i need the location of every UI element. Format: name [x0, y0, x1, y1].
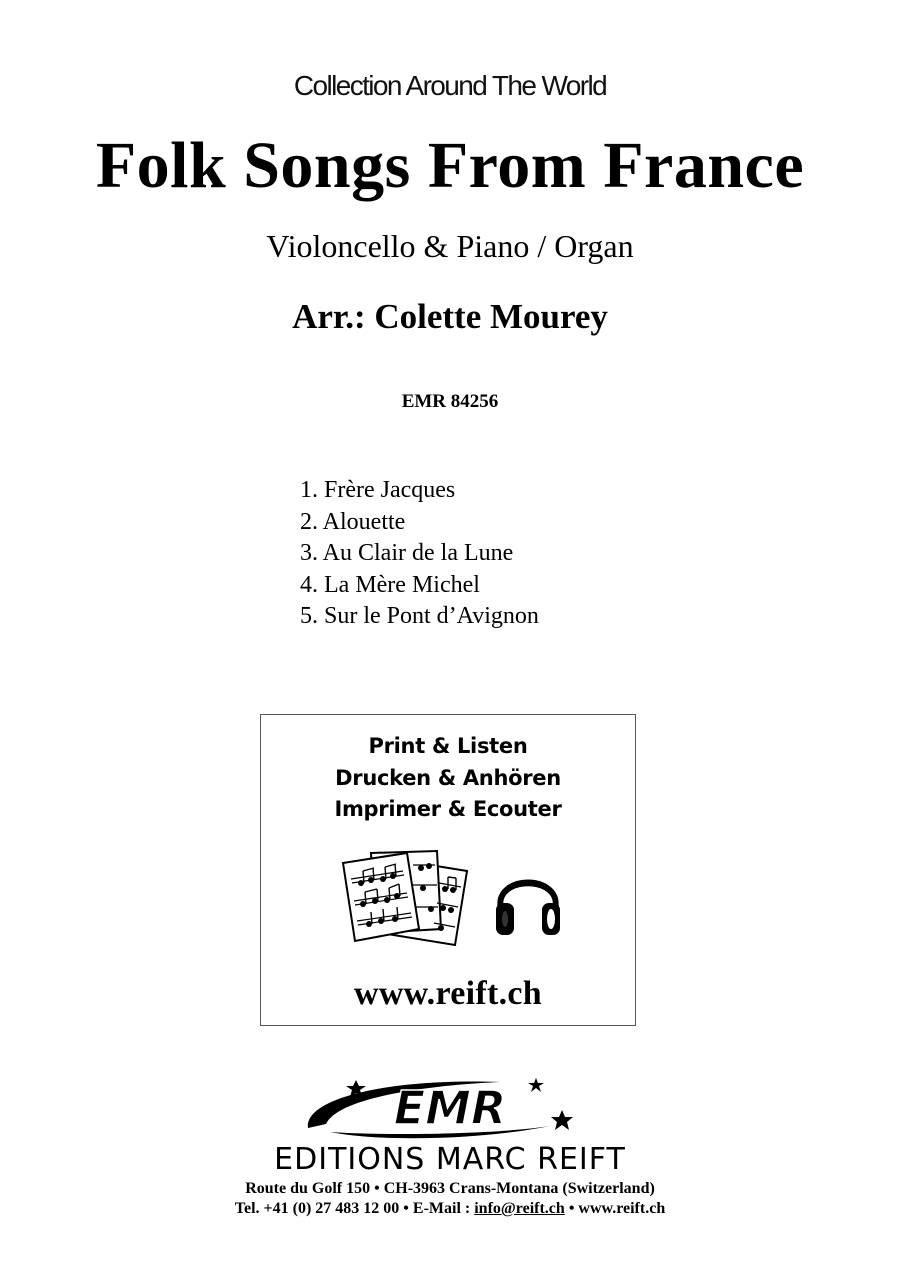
publisher-address: Route du Golf 150 • CH-3963 Crans-Montana (Switzerland): [245, 1180, 655, 1197]
contact-phone: Tel. +41 (0) 27 483 12 00 • E-Mail :: [234, 1200, 475, 1217]
promo-website[interactable]: www.reift.ch: [353, 975, 543, 1012]
promo-line-german: Drucken & Anhören: [335, 765, 561, 790]
emr-logo: [300, 1072, 600, 1144]
list-item: 2. Alouette: [300, 508, 406, 535]
song-list: [300, 475, 539, 633]
arranger: Arr.: Colette Mourey: [292, 297, 608, 336]
list-item: 4. La Mère Michel: [300, 571, 480, 598]
print-listen-box: [260, 714, 636, 1026]
promo-lines: [261, 731, 635, 826]
collection-title: Collection Around The World: [293, 70, 607, 101]
promo-line-english: Print & Listen: [368, 734, 528, 758]
publisher-name: EDITIONS MARC REIFT: [274, 1142, 626, 1177]
publisher-contact: [0, 1200, 900, 1218]
list-item: 3. Au Clair de la Lune: [300, 540, 514, 566]
page-title: Folk Songs From France: [95, 129, 805, 202]
logo-text: EMR: [393, 1081, 507, 1135]
list-item: 5. Sur le Pont d’Avignon: [300, 603, 539, 629]
list-item: 1. Frère Jacques: [300, 477, 456, 503]
sheet-music-icon: [341, 849, 471, 949]
contact-website[interactable]: • www.reift.ch: [564, 1200, 666, 1217]
instrumentation: Violoncello & Piano / Organ: [266, 228, 634, 264]
headphones-icon: [493, 861, 563, 941]
catalog-number: EMR 84256: [401, 391, 499, 412]
email-link[interactable]: info@reift.ch: [474, 1200, 565, 1217]
promo-line-french: Imprimer & Ecouter: [334, 797, 562, 821]
